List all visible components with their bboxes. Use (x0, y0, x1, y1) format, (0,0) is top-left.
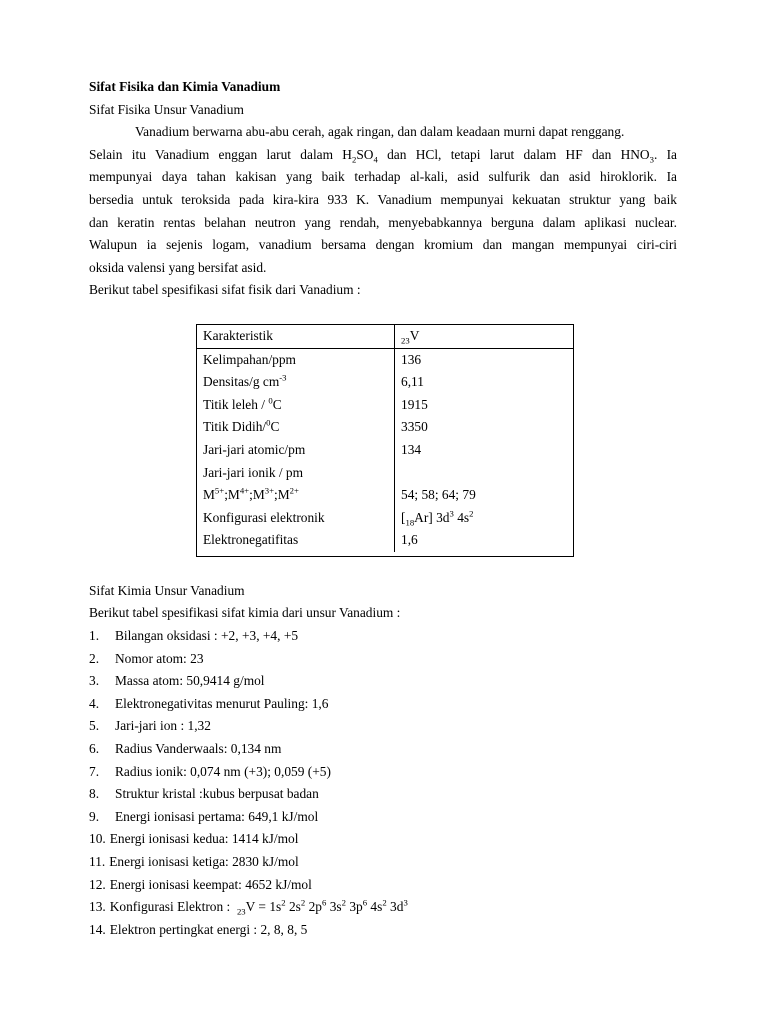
document-page (89, 76, 677, 941)
para-line-6: Walupun ia sejenis logam, vanadium bersama dengan kromium dan mangan mempunyai ciri-ciri (89, 237, 677, 253)
chemical-section (89, 580, 677, 942)
para-line-3: mempunyai daya tahan kakisan yang baik terhadap al-kali, asid sulfurik dan asid hiroklorik. Ia (89, 169, 677, 185)
table-cell-label: Titik Didih/$^0$C (197, 416, 395, 439)
table-intro: Berikut tabel spesifikasi sifat fisik dari Vanadium : (89, 282, 361, 298)
list-item: 14. Elektron pertingkat energi : 2, 8, 8, 5 (89, 921, 308, 937)
list-item: 9. Energi ionisasi pertama: 649,1 kJ/mol (89, 808, 319, 824)
list-item: 3. Massa atom: 50,9414 g/mol (89, 673, 265, 689)
physical-properties-table (196, 324, 574, 557)
table-row (197, 416, 573, 439)
para-line-2: Selain itu Vanadium enggan larut dalam $H_2SO_4$ dan HCl, tetapi larut dalam HF dan $HNO_3$. Ia (89, 146, 677, 165)
list-item: 8. Struktur kristal :kubus berpusat badan (89, 786, 319, 802)
table-cell-value: 134 (401, 441, 422, 457)
list-item: 5. Jari-jari ion : 1,32 (89, 718, 211, 734)
table-cell-value: 1915 (401, 396, 428, 412)
list-item: 7. Radius ionik: 0,074 nm (+3); 0,059 (+5) (89, 763, 331, 779)
table-row (197, 394, 573, 417)
table-cell-value: 136 (401, 351, 422, 367)
list-item: 6. Radius Vanderwaals: 0,134 nm (89, 741, 282, 757)
table-cell-label: Jari-jari ionik / pm (197, 462, 395, 485)
para-line-5: dan keratin rentas belahan neutron yang rendah, menyebabkannya berguna dalam aplikasi nuclear. (89, 214, 677, 230)
table-cell-label: Jari-jari atomic/pm (197, 439, 395, 462)
para-line-4: bersedia untuk teroksida pada kira-kira 933 K. Vanadium mempunyai kekuatan struktur yang baik (89, 191, 677, 207)
table-cell-label: Densitas/g $cm^{-3}$ (197, 371, 395, 394)
physical-paragraph (89, 121, 677, 279)
list-item: 2. Nomor atom: 23 (89, 650, 204, 666)
table-header-element: $_{23}$V (401, 327, 420, 346)
table-header-characteristic: Karakteristik (197, 325, 395, 348)
table-cell-label: Kelimpahan/ppm (197, 349, 395, 372)
document-title: Sifat Fisika dan Kimia Vanadium (89, 79, 281, 94)
table-row (197, 507, 573, 530)
table-cell-value: 6,11 (401, 374, 424, 390)
table-cell-label: Konfigurasi elektronik (197, 507, 395, 530)
table-cell-value (395, 462, 573, 485)
chemical-heading: Sifat Kimia Unsur Vanadium (89, 582, 245, 598)
table-cell-value: 54; 58; 64; 79 (401, 487, 476, 503)
table-cell-label: Elektronegatifitas (197, 529, 395, 552)
list-item: 13. Konfigurasi Elektron : $_{23}V = 1s^2$ $2s^2$ $2p^6$ $3s^2$ $3p^6$ $4s^2$ $3d^3$ (89, 897, 408, 917)
list-item: 10. Energi ionisasi kedua: 1414 kJ/mol (89, 831, 299, 847)
list-item: 12. Energi ionisasi keempat: 4652 kJ/mol (89, 876, 312, 892)
table-cell-value: 1,6 (401, 532, 418, 548)
list-item: 11. Energi ionisasi ketiga: 2830 kJ/mol (89, 854, 299, 869)
table-cell-label: Titik leleh / $^0$C (197, 394, 395, 417)
table-cell-label: $M^{5+};M^{4+};M^{3+};M^{2+}$ (197, 484, 395, 507)
table-row (197, 371, 573, 394)
table-cell-value: $[_{18}Ar]$ $3d^3$ $4s^2$ (401, 508, 474, 528)
table-row (197, 349, 573, 372)
table-row (197, 529, 573, 556)
para-line-1: Vanadium berwarna abu-abu cerah, agak ringan, dan dalam keadaan murni dapat renggang. (135, 124, 625, 140)
table-row (197, 484, 573, 507)
physical-heading: Sifat Fisika Unsur Vanadium (89, 101, 244, 117)
table-row (197, 439, 573, 462)
table-header-row (197, 325, 573, 349)
para-line-7: oksida valensi yang bersifat asid. (89, 259, 267, 275)
list-item: 1. Bilangan oksidasi : +2, +3, +4, +5 (89, 628, 299, 644)
list-item: 4. Elektronegativitas menurut Pauling: 1,6 (89, 695, 329, 711)
table-cell-value: 3350 (401, 419, 428, 435)
table-row (197, 462, 573, 485)
chemical-intro: Berikut tabel spesifikasi sifat kimia dari unsur Vanadium : (89, 605, 401, 621)
